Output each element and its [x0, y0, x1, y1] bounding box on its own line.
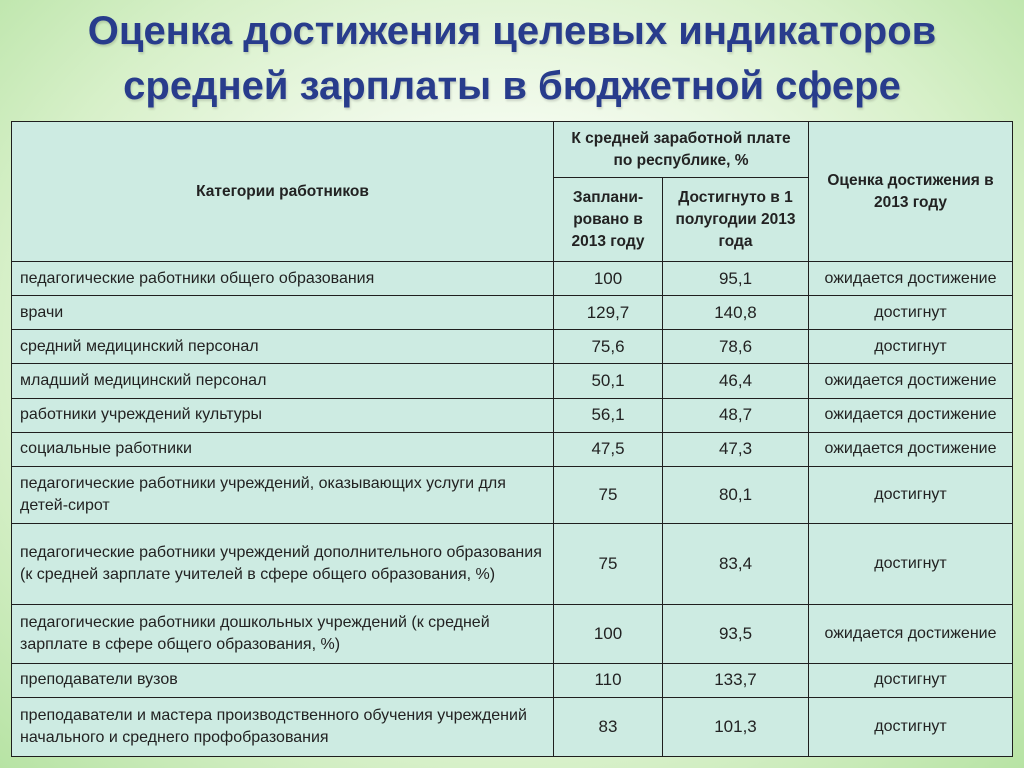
planned-cell: 100	[554, 262, 663, 296]
planned-cell: 75	[554, 466, 663, 523]
planned-cell: 56,1	[554, 398, 663, 432]
planned-cell: 75	[554, 523, 663, 604]
category-cell: социальные работники	[12, 432, 554, 466]
header-achieved: Достигнуто в 1 полугодии 2013 года	[663, 178, 809, 262]
status-cell: достигнут	[809, 697, 1013, 756]
status-cell: ожидается достижение	[809, 605, 1013, 663]
table-row	[12, 330, 1013, 364]
achieved-cell: 48,7	[663, 398, 809, 432]
table-row	[12, 523, 1013, 604]
table-row	[12, 663, 1013, 697]
planned-cell: 110	[554, 663, 663, 697]
planned-cell: 47,5	[554, 432, 663, 466]
status-cell: ожидается достижение	[809, 398, 1013, 432]
slide-title-line-1: Оценка достижения целевых индикаторов	[87, 9, 937, 53]
category-cell: педагогические работники дошкольных учреждений (к средней зарплате в сфере общего образования, %)	[12, 605, 554, 663]
table-row	[12, 697, 1013, 756]
achieved-cell: 101,3	[663, 697, 809, 756]
table-row	[12, 296, 1013, 330]
achieved-cell: 80,1	[663, 466, 809, 523]
status-cell: ожидается достижение	[809, 432, 1013, 466]
planned-cell: 129,7	[554, 296, 663, 330]
achieved-cell: 93,5	[663, 605, 809, 663]
status-cell: достигнут	[809, 466, 1013, 523]
category-cell: врачи	[12, 296, 554, 330]
status-cell: достигнут	[809, 330, 1013, 364]
category-cell: работники учреждений культуры	[12, 398, 554, 432]
table-row	[12, 364, 1013, 398]
table-row	[12, 605, 1013, 663]
achieved-cell: 83,4	[663, 523, 809, 604]
planned-cell: 75,6	[554, 330, 663, 364]
header-category: Категории работников	[12, 122, 554, 262]
indicators-table	[11, 121, 1013, 757]
table-row	[12, 466, 1013, 523]
achieved-cell: 78,6	[663, 330, 809, 364]
slide-title	[0, 4, 1024, 114]
achieved-cell: 133,7	[663, 663, 809, 697]
slide-title-line-2: средней зарплаты в бюджетной сфере	[123, 64, 901, 108]
planned-cell: 100	[554, 605, 663, 663]
status-cell: достигнут	[809, 663, 1013, 697]
category-cell: младший медицинский персонал	[12, 364, 554, 398]
category-cell: педагогические работники общего образования	[12, 262, 554, 296]
table-row	[12, 432, 1013, 466]
planned-cell: 50,1	[554, 364, 663, 398]
status-cell: ожидается достижение	[809, 364, 1013, 398]
achieved-cell: 95,1	[663, 262, 809, 296]
category-cell: преподаватели вузов	[12, 663, 554, 697]
table-row	[12, 398, 1013, 432]
status-cell: ожидается достижение	[809, 262, 1013, 296]
status-cell: достигнут	[809, 523, 1013, 604]
header-row-1	[12, 122, 1013, 178]
category-cell: педагогические работники учреждений, оказывающих услуги для детей-сирот	[12, 466, 554, 523]
header-assessment: Оценка достижения в 2013 году	[809, 122, 1013, 262]
achieved-cell: 140,8	[663, 296, 809, 330]
status-cell: достигнут	[809, 296, 1013, 330]
achieved-cell: 46,4	[663, 364, 809, 398]
header-group-salary-ratio: К средней заработной плате по республике, %	[554, 122, 809, 178]
table-row	[12, 262, 1013, 296]
achieved-cell: 47,3	[663, 432, 809, 466]
category-cell: педагогические работники учреждений дополнительного образования (к средней зарплате учителей в сфере общего образования, %)	[12, 523, 554, 604]
category-cell: преподаватели и мастера производственного обучения учреждений начального и среднего профобразования	[12, 697, 554, 756]
header-planned: Заплани-рованo в 2013 году	[554, 178, 663, 262]
category-cell: средний медицинский персонал	[12, 330, 554, 364]
planned-cell: 83	[554, 697, 663, 756]
